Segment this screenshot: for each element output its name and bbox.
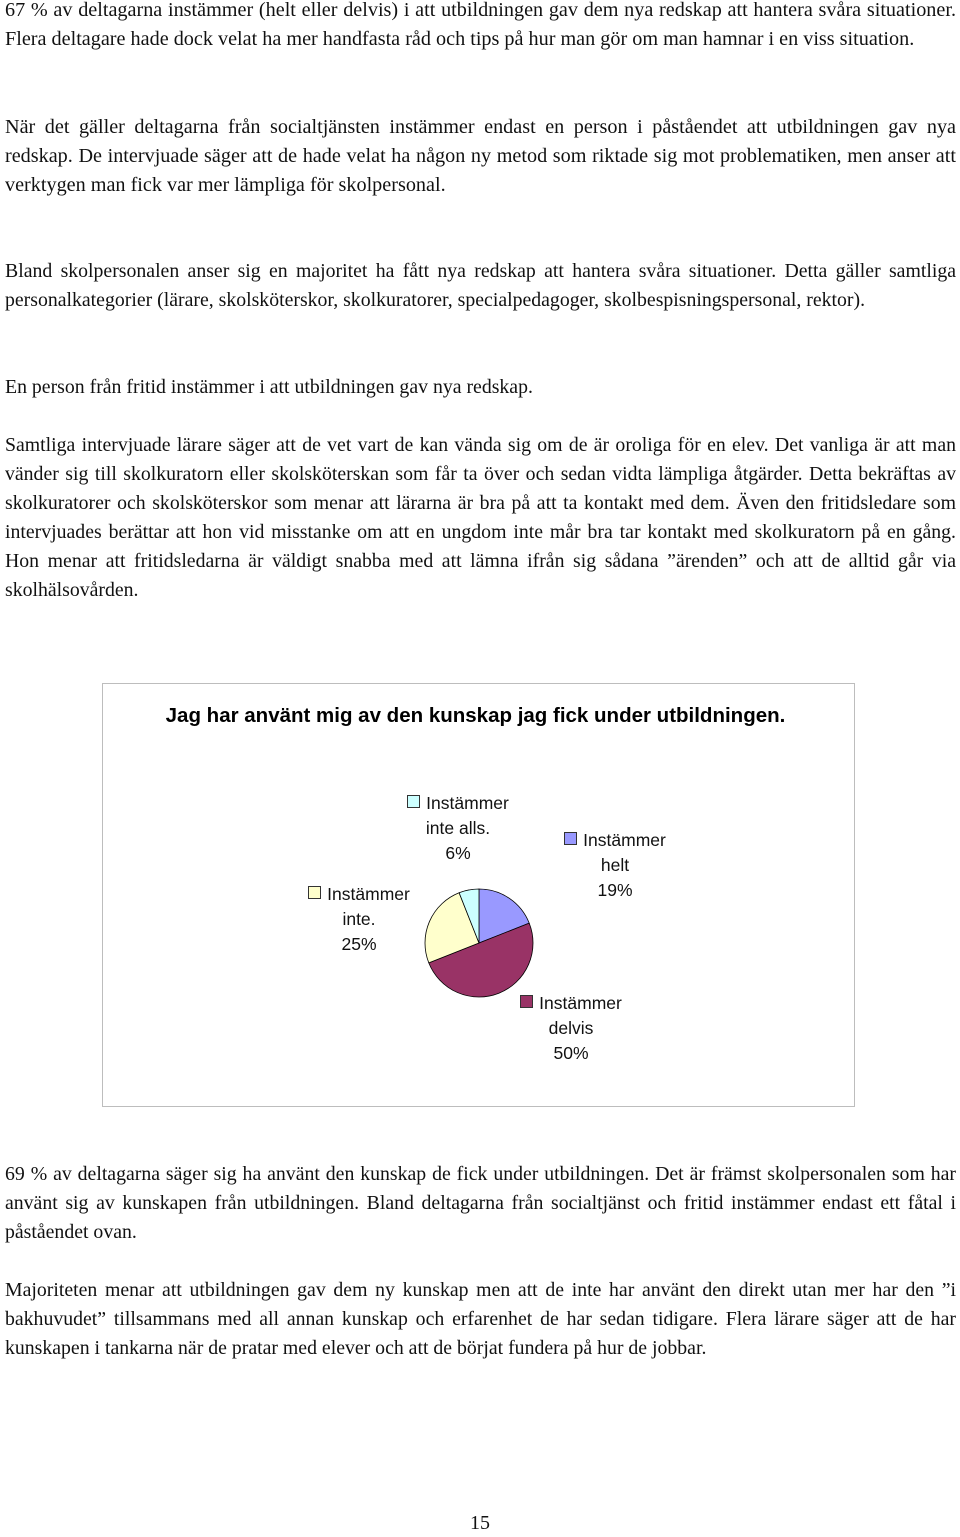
- paragraph-1: 67 % av deltagarna instämmer (helt eller delvis) i att utbildningen gav dem nya redskap att hantera svåra situationer. Flera deltagare hade dock velat ha mer handfasta råd och tips på hur man gör om man hamnar i en viss situation.: [5, 0, 956, 50]
- slice-label-helt: Instämmer helt 19%: [535, 828, 695, 903]
- paragraph-2: När det gäller deltagarna från socialtjänsten instämmer endast en person i påståendet att utbildningen gav nya redskap. De intervjuade säger att de hade velat ha någon ny metod som riktade sig mot problematiken, men anser att verktygen man fick var mer lämpliga för skolpersonal.: [5, 116, 956, 196]
- legend-swatch-inte-alls: [407, 795, 420, 808]
- chart-title: Jag har använt mig av den kunskap jag fick under utbildningen.: [165, 704, 786, 727]
- slice-label-inte-alls: Instämmer inte alls. 6%: [373, 791, 543, 866]
- slice-label-delvis: Instämmer delvis 50%: [491, 991, 651, 1066]
- pie-chart: [102, 683, 855, 1107]
- paragraph-5: Samtliga intervjuade lärare säger att de vet vart de kan vända sig om de är oroliga för en elev. Det vanliga är att man vänder sig till skolkuratorn eller skolsköterskan som får ta över och sedan vidta lämpliga åtgärder. Detta bekräftas av skolkuratorer och skolsköterskor som menar att lärarna är bra på att ta kontakt med dem. Även den fritidsledare som intervjuades berättar att hon vid misstanke om att en ungdom inte mår bra tar kontakt med skolkuratorn på en gång. Hon menar att fritidsledarna är väldigt snabba med att lämna ifrån sig sådana ”ärenden” och att de alltid går via skolhälsovården.: [5, 434, 956, 601]
- legend-swatch-helt: [564, 832, 577, 845]
- paragraph-4: En person från fritid instämmer i att utbildningen gav nya redskap.: [5, 376, 533, 398]
- legend-swatch-inte: [308, 886, 321, 899]
- legend-swatch-delvis: [520, 995, 533, 1008]
- page-number: 15: [470, 1512, 490, 1534]
- paragraph-6: 69 % av deltagarna säger sig ha använt den kunskap de fick under utbildningen. Det är främst skolpersonalen som har använt sig av kunskapen från utbildningen. Bland deltagarna från socialtjänst och fritid instämmer endast ett fåtal i påståendet ovan.: [5, 1163, 956, 1243]
- slice-label-inte: Instämmer inte. 25%: [279, 882, 439, 957]
- pie-svg: [103, 684, 856, 1108]
- paragraph-3: Bland skolpersonalen anser sig en majoritet ha fått nya redskap att hantera svåra situationer. Detta gäller samtliga personalkategorier (lärare, skolsköterskor, skolkuratorer, specialpedagoger, skolbespisningspersonal, rektor).: [5, 260, 956, 311]
- paragraph-7: Majoriteten menar att utbildningen gav dem ny kunskap men att de inte har använt den direkt utan mer har den ”i bakhuvudet” tillsammans med all annan kunskap och erfarenhet de har sedan tidigare. Flera lärare säger att de har kunskapen i tankarna när de pratar med elever och att de börjat fundera på hur de jobbar.: [5, 1279, 956, 1359]
